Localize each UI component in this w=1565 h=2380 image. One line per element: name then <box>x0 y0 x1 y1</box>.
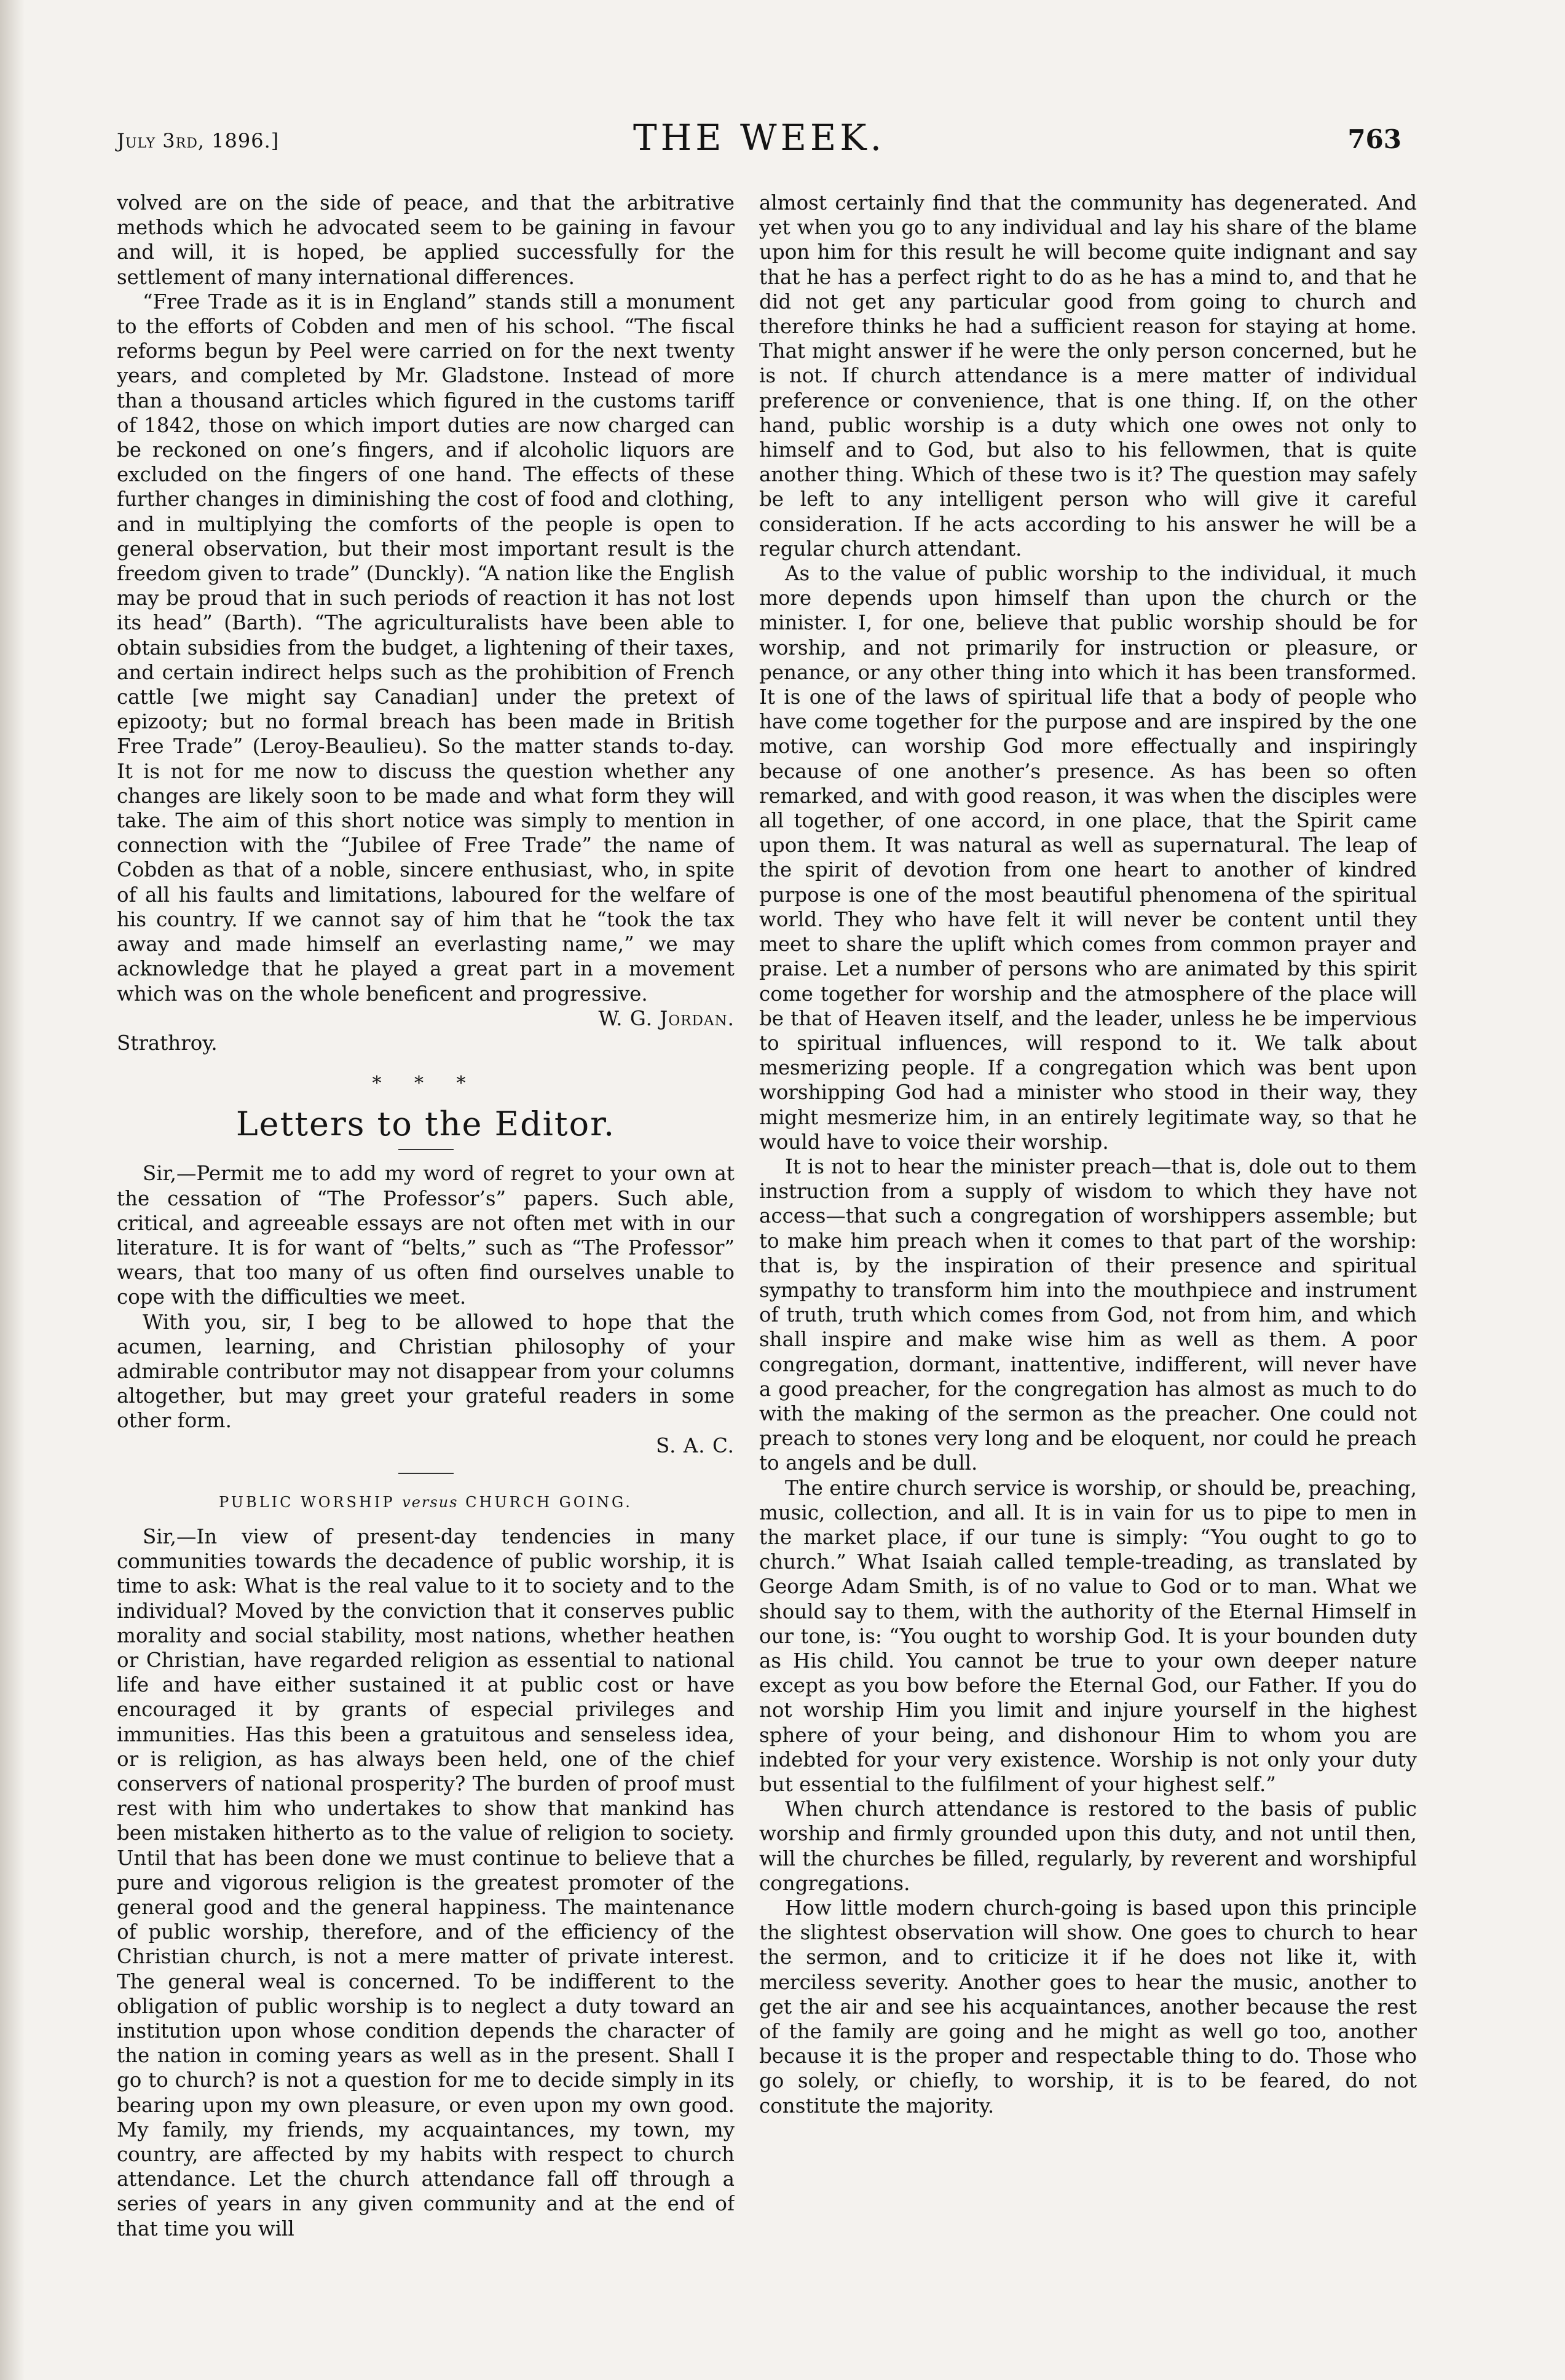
letter-2-title-part-2: CHURCH GOING. <box>465 1493 633 1511</box>
signature-sac: S. A. C. <box>656 1433 735 1457</box>
letter-2-paragraph-1: Sir,—In view of present-day tendencies in many communities towards the decadence of public worship, it is time to ask: What is the real value to it to society and to the individual? Moved by the conviction that it conserves public morality and social stability, most nations, whether heathen or Christian, have regarded religion as essential to national life and have either sustained it at public cost or have encouraged it by grants of especial privileges and immunities. Has this been a gratuitous and senseless idea, or is religion, as has always been held, one of the chief conservers of national prosperity? The burden of proof must rest with him who undertakes to show that mankind has been mistaken hitherto as to the value of religion to society. Until that has been done we must continue to believe that a pure and vigorous religion is the greatest promoter of the general good and the general happiness. The maintenance of public worship, therefore, and of the efficiency of the Christian church, is not a mere matter of private interest. The general weal is concerned. To be indifferent to the obligation of public worship is to neglect a duty toward an institution upon whose condition depends the character of the nation in coming years as well as in the present. Shall I go to church? is not a question for me to decide simply in its bearing upon my own pleasure, or even upon my own good. My family, my friends, my acquaintances, my town, my country, are affected by my habits with respect to church attendance. Let the church attendance fall off through a series of years in any given community and at the end of that time you will <box>117 1524 735 2240</box>
letter-2-paragraph-4: It is not to hear the minister preach—that is, dole out to them instruction from a supply of wisdom to which they have not access—that such a congregation of worshippers assemble; but to make him preach when it comes to that part of the worship: that is, by the inspiration of their presence and spiritual sympathy to transform him into the mouthpiece and instrument of truth, truth which comes from God, not from him, and which shall inspire and make wise him as well as them. A poor congregation, dormant, inattentive, indifferent, will never have a good preacher, for the congregation has almost as much to do with the making of the sermon as the preacher. One could not preach to stones very long and be eloquent, nor could he preach to angels and be dull. <box>759 1154 1417 1475</box>
letter-1-paragraph-1: Sir,—Permit me to add my word of regret to your own at the cessation of “The Professor’s” papers. Such able, critical, and agreeable essays are not often met with in our literature. It is for want of “belts,” such as “The Professor” wears, that too many of us often find ourselves unable to cope with the difficulties we meet. <box>117 1162 735 1309</box>
page-number: 763 <box>1347 124 1401 154</box>
page-header <box>117 111 1401 166</box>
heading-rule <box>398 1149 454 1150</box>
letters-heading: Letters to the Editor. <box>235 1105 616 1144</box>
letter-1-paragraph-2: With you, sir, I beg to be allowed to hope that the acumen, learning, and Christian philosophy of your admirable contributor may not disappear from your columns altogether, but may greet your grateful readers in some other form. <box>117 1310 735 1433</box>
section-divider-stars: * * * <box>372 1073 479 1095</box>
letter-2-paragraph-2: almost certainly find that the community has degenerated. And yet when you go to any individual and lay his share of the blame upon him for this result he will become quite indignant and say that he has a perfect right to do as he has a mind to, and that he did not get any particular good from going to church and therefore thinks he had a sufficient reason for staying at home. That might answer if he were the only person concerned, but he is not. If church attendance is a mere matter of individual preference or convenience, that is one thing. If, on the other hand, public worship is a duty which one owes not only to himself and to God, but also to his fellowmen, that is quite another thing. Which of these two is it? The question may safely be left to any intelligent person who will give it careful consideration. If he acts according to his answer he will be a regular church attendant. <box>759 191 1417 561</box>
cobden-paragraph-1: volved are on the side of peace, and that the arbitrative methods which he advocated seem to be gaining in favour and will, it is hoped, be applied successfully for the settlement of many international differences. <box>117 191 735 289</box>
cobden-paragraph-2: “Free Trade as it is in England” stands still a monument to the efforts of Cobden and men of his school. “The fiscal reforms begun by Peel were carried on for the next twenty years, and completed by Mr. Gladstone. Instead of more than a thousand articles which figured in the customs tariff of 1842, those on which import duties are now charged can be reckoned on one’s fingers, and if alcoholic liquors are excluded on the fingers of one hand. The effects of these further changes in diminishing the cost of food and clothing, and in multiplying the comforts of the people is open to general observation, but their most important result is the freedom given to trade” (Dunckly). “A nation like the English may be proud that in such periods of reaction it has not lost its head” (Barth). “The agriculturalists have been able to obtain subsidies from the budget, a lightening of their taxes, and certain indirect helps such as the prohibition of French cattle [we might say Canadian] under the pretext of epizooty; but no formal breach has been made in British Free Trade” (Leroy-Beaulieu). So the matter stands to-day. It is not for me now to discuss the question whether any changes are likely soon to be made and what form they will take. The aim of this short notice was simply to mention in connection with the “Jubilee of Free Trade” the name of Cobden as that of a noble, sincere enthusiast, who, in spite of all his faults and limitations, laboured for the welfare of his country. If we cannot say of him that he “took the tax away and made himself an everlasting name,” we may acknowledge that he played a great part in a movement which was on the whole beneficent and progressive. <box>117 290 735 1006</box>
signature-jordan: W. G. Jordan. <box>598 1006 735 1030</box>
left-column <box>117 191 735 2342</box>
signature-place: Strathroy. <box>117 1031 218 1055</box>
issue-date: July 3rd, 1896.] <box>117 129 280 152</box>
right-column <box>759 191 1417 2342</box>
letter-2-title-part-1: PUBLIC WORSHIP <box>219 1493 395 1511</box>
letter-2-paragraph-7: How little modern church-going is based upon this principle the slightest observation will show. One goes to church to hear the sermon, and to criticize it if he does not like it, with merciless severity. Another goes to hear the music, another to get the air and see his acquaintances, another because the rest of the family are going and he might as well go too, another because it is the proper and respectable thing to do. Those who go solely, or chiefly, to worship, it is to be feared, do not constitute the majority. <box>759 1896 1417 2118</box>
publication-title: THE WEEK. <box>633 117 886 159</box>
letter-2-title <box>117 1490 735 1515</box>
letter-2-paragraph-6: When church attendance is restored to the basis of public worship and firmly grounded upon this duty, and not until then, will the churches be filled, regularly, by reverent and worshipful congregations. <box>759 1797 1417 1895</box>
letter-rule <box>398 1473 454 1474</box>
letter-2-paragraph-3: As to the value of public worship to the individual, it much more depends upon himself than upon the church or the minister. I, for one, believe that public worship should be for worship, and not primarily for instruction or pleasure, or penance, or any other thing into which it has been transformed. It is one of the laws of spiritual life that a body of people who have come together for the purpose and are inspired by the one motive, can worship God more effectually and inspiringly because of one another’s presence. As has been so often remarked, and with good reason, it was when the disciples were all together, of one accord, in one place, that the Spirit came upon them. It was natural as well as supernatural. The leap of the spirit of devotion from one heart to another of kindred purpose is one of the most beautiful phenomena of the spiritual world. They who have felt it will never be content until they meet to share the uplift which comes from common prayer and praise. Let a number of persons who are animated by this spirit come together for worship and the atmosphere of the place will be that of Heaven itself, and the leader, unless he be impervious to spiritual influences, will respond to it. We talk about mesmerizing people. If a congregation which was bent upon worshipping God had a minister who stood in their way, they might mesmerize him, in an entirely legitimate way, so that he would have to voice their worship. <box>759 562 1417 1154</box>
letter-2-title-versus: versus <box>402 1493 459 1511</box>
letter-2-paragraph-5: The entire church service is worship, or should be, preaching, music, collection, and all. It is in vain for us to pipe to men in the market place, if our tune is simply: “You ought to go to church.” What Isaiah called temple-treading, as translated by George Adam Smith, is of no value to God or to man. What we should say to them, with the authority of the Eternal Himself in our tone, is: “You ought to worship God. It is your bounden duty as His child. You cannot be true to your own deeper nature except as you bow before the Eternal God, our Father. If you do not worship Him you limit and injure yourself in the highest sphere of your being, and dishonour Him to whom you are indebted for your very existence. Worship is not only your duty but essential to the fulfilment of your highest self.” <box>759 1476 1417 1796</box>
page-edge-shadow <box>0 0 25 2380</box>
